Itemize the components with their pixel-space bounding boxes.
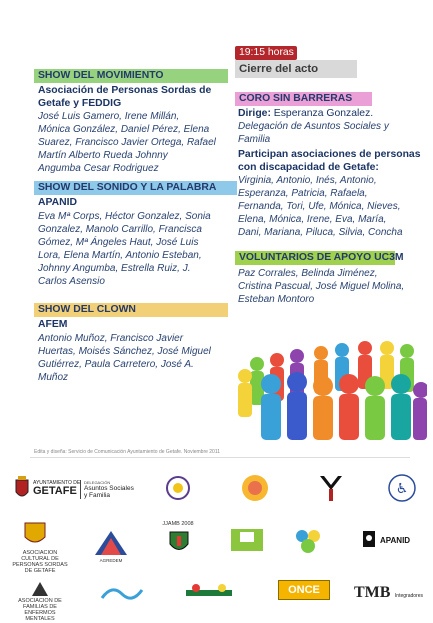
familias-logo-text: ASOCIACION DE FAMILIAS DE ENFERMOS MENTALES — [18, 598, 62, 622]
sordas-crest-logo — [22, 520, 48, 548]
agredem-logo — [94, 530, 128, 556]
blue-swirl-logo — [98, 582, 146, 604]
apanid-logo-text: APANID — [380, 536, 411, 545]
hands-logo — [294, 526, 322, 556]
closing-label: Cierre del acto — [235, 60, 357, 78]
divider — [30, 457, 410, 458]
agredem-text: AGREDEM — [99, 558, 123, 563]
section-title-movimiento: SHOW DEL MOVIMIENTO — [34, 69, 228, 83]
circle-logo-purple — [166, 476, 190, 500]
section-title-voluntarios: VOLUNTARIOS DE APOYO UC3M — [235, 251, 395, 265]
names-movimiento: José Luis Gamero, Irene Millán, Mónica González, Daniel Pérez, Elena Suarez, Francisco Javier Ortega, Rafael Martín Alberto Rueda Johnny Angumba Cesar Rodriguez — [38, 111, 216, 174]
getafe-logo: AYUNTAMIENTO DE GETAFE — [33, 480, 81, 497]
wheelchair-logo — [388, 474, 416, 502]
section-title-coro: CORO SIN BARRERAS — [235, 92, 372, 106]
pictogram-logo — [184, 582, 234, 602]
getafe-crest-logo — [14, 476, 30, 502]
org-clown: AFEM — [38, 319, 68, 330]
once-logo: ONCE — [278, 580, 330, 600]
sordas-logo-text: ASOCIACION CULTURAL DE PERSONAS SORDAS DE GETAFE — [12, 550, 68, 574]
names-voluntarios: Paz Corrales, Belinda Jiménez, Cristina Pascual, José Miguel Molina, Esteban Montoro — [238, 268, 405, 305]
section-title-clown: SHOW DEL CLOWN — [34, 303, 228, 317]
delegacion-logo: DELEGACIÓN Asuntos Sociales y Familia — [80, 480, 134, 499]
green-box-logo — [230, 528, 264, 552]
names-clown: Antonio Muñoz, Francisco Javier Huertas, Moisés Sánchez, José Miguel Gutiérrez, Paula Carretero, José A. Muñoz — [38, 333, 211, 383]
y-letter-logo — [318, 474, 344, 504]
dirige-line: Dirige: Esperanza Gonzalez. — [238, 108, 374, 119]
org-movimiento: Asociación de Personas Sordas de Getafe y FEDDIG — [38, 85, 212, 109]
jjamb-shield-logo — [168, 530, 190, 556]
apanid-color-logo — [240, 474, 270, 502]
participants-org: Participan asociaciones de personas con discapacidad de Getafe: — [238, 149, 421, 173]
credit-line: Edita y diseña: Servicio de Comunicación Ayuntamiento de Getafe. Noviembre 2011 — [34, 449, 221, 455]
delegation-line: Delegación de Asuntos Sociales y Familia — [238, 121, 389, 145]
jjamb-text: JJAMB 2008 — [162, 521, 194, 527]
paper-people-illustration — [237, 326, 427, 440]
familias-icon — [30, 580, 50, 598]
tmb-logo: TMB Integradores — [354, 584, 423, 601]
names-coro: Virginia, Antonio, Inés, Antonio, Esperanza, Patricia, Rafaela, Fernanda, Tori, Ufe, Mónica, Nieves, Elena, Mónica, Irene, Eva, María, Dani, Mariana, Piluca, Silvia, Concha — [238, 175, 403, 238]
svg-text:♿: ♿ — [395, 481, 409, 497]
org-sonido: APANID — [38, 197, 78, 208]
time-badge: 19:15 horas — [235, 46, 297, 60]
names-sonido: Eva Mª Corps, Héctor Gonzalez, Sonia Gonzalez, Manolo Carrillo, Francisca Gómez, Mª Ángeles Haut, José Luis Lora, Elena Martín, Antonio Esteban, Johnny Angumba, Estrella Ruiz, J. Carlos Asensio — [38, 211, 211, 287]
apanid-icon — [362, 530, 376, 548]
section-title-sonido: SHOW DEL SONIDO Y LA PALABRA — [34, 181, 237, 195]
